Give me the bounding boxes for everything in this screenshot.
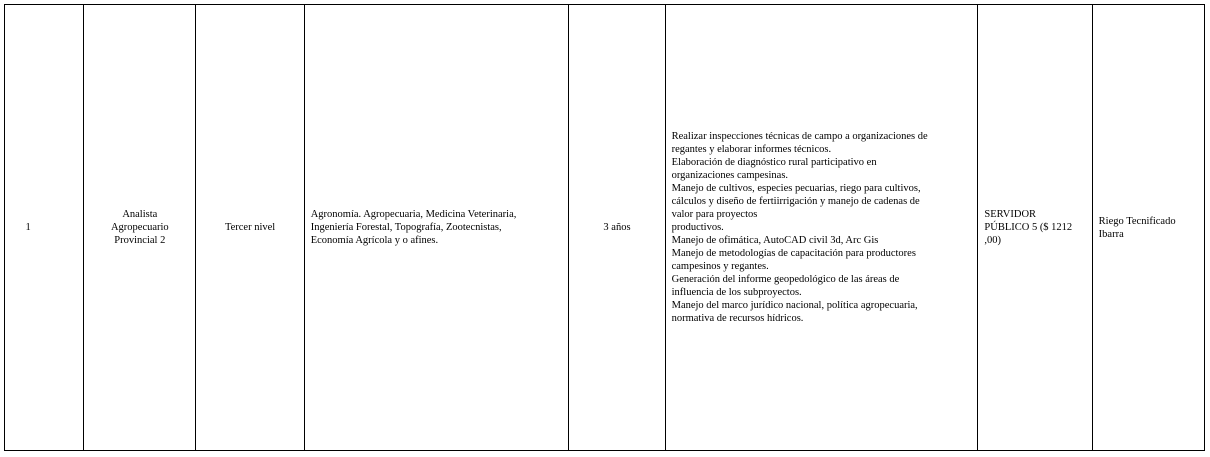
duty-line: organizaciones campesinas.: [671, 170, 789, 181]
job-requirements-table: [4, 4, 1205, 451]
unit-cell: [1092, 5, 1204, 451]
salary-grade-line: SERVIDOR: [984, 209, 1037, 220]
education-level: Tercer nivel: [224, 222, 276, 233]
duty-line: Elaboración de diagnóstico rural participativo en: [671, 157, 877, 168]
position-title-line: Provincial 2: [114, 235, 166, 246]
row-number-cell: [5, 5, 84, 451]
experience-value: 3 años: [603, 222, 631, 233]
position-title-line: Analista: [122, 209, 158, 220]
duty-line: campesinos y regantes.: [671, 261, 769, 272]
degree-fields-cell: [304, 5, 569, 451]
unit-line: Riego Tecnificado: [1098, 215, 1176, 227]
duty-line: cálculos y diseño de fertiirrigación y manejo de cadenas de: [671, 196, 920, 207]
duty-line: Realizar inspecciones técnicas de campo a organizaciones de: [671, 131, 928, 142]
duty-line: regantes y elaborar informes técnicos.: [671, 144, 832, 155]
duty-line: Manejo de cultivos, especies pecuarias, riego para cultivos,: [671, 183, 921, 194]
table-row: [5, 5, 1205, 451]
position-title-line: Agropecuario: [110, 222, 169, 233]
position-title-cell: [84, 5, 196, 451]
salary-grade-line: ,00): [984, 235, 1002, 246]
degree-line: Economía Agrícola y o afines.: [310, 235, 439, 246]
experience-cell: [569, 5, 665, 451]
duties-cell: [665, 5, 978, 451]
duty-line: Manejo de metodologías de capacitación para productores: [671, 248, 916, 259]
education-level-cell: [196, 5, 304, 451]
unit-line: Ibarra: [1098, 228, 1124, 240]
duty-line: Manejo de ofimática, AutoCAD civil 3d, Arc Gis: [671, 235, 879, 246]
row-number: 1: [25, 222, 31, 233]
salary-grade-cell: [978, 5, 1092, 451]
duty-line: valor para proyectos: [671, 209, 758, 220]
duty-line: Manejo del marco jurídico nacional, política agropecuaria,: [671, 300, 918, 311]
duty-line: influencia de los subproyectos.: [671, 287, 802, 298]
duty-line: productivos.: [671, 222, 724, 233]
salary-grade-line: PÚBLICO 5 ($ 1212: [984, 222, 1073, 233]
degree-line: Ingeniería Forestal, Topografía, Zootecnistas,: [310, 222, 502, 233]
degree-line: Agronomía. Agropecuaria, Medicina Veterinaria,: [310, 209, 517, 220]
duty-line: normativa de recursos hídricos.: [671, 313, 804, 324]
duty-line: Generación del informe geopedológico de las áreas de: [671, 274, 900, 285]
